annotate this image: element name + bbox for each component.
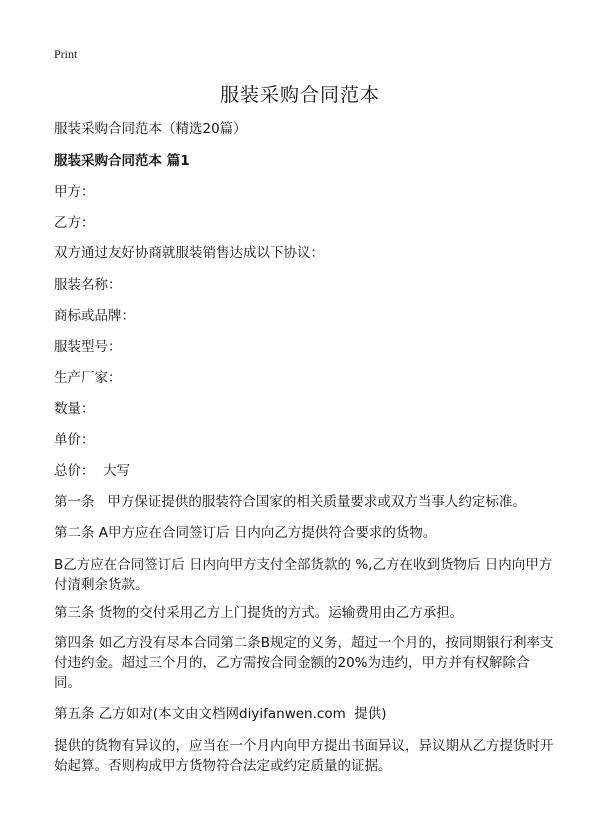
model-line: 服装型号： (54, 339, 122, 355)
article-5-heading: 第五条 乙方如对(本文由文档网diyifanwen.com 提供) (54, 706, 387, 722)
party-a-line: 甲方： (54, 184, 95, 200)
document-subtitle: 服装采购合同范本（精选20篇） (54, 121, 247, 137)
article-5-body: 提供的货物有异议的，应当在一个月内向甲方提出书面异议，异议期从乙方提货时开始起算。否则构成甲方货物符合法定或约定质量的证据。 (54, 738, 554, 774)
document-title: 服装采购合同范本 (219, 84, 380, 106)
brand-line: 商标或品牌： (54, 308, 135, 324)
agreement-intro: 双方通过友好协商就服装销售达成以下协议： (54, 245, 324, 261)
quantity-line: 数量： (54, 401, 95, 417)
section-heading: 服装采购合同范本 篇1 (54, 153, 190, 169)
article-1: 第一条 甲方保证提供的服装符合国家的相关质量要求或双方当事人约定标准。 (54, 494, 526, 510)
article-2a: 第二条 A甲方应在合同签订后 日内向乙方提供符合要求的货物。 (54, 525, 437, 541)
total-price-line: 总价： 大写 (54, 463, 131, 479)
article-2b: B乙方应在合同签订后 日内向甲方支付全部货款的 %,乙方在收到货物后 日内向甲方付清剩余货款。 (54, 557, 553, 593)
article-4: 第四条 如乙方没有尽本合同第二条B规定的义务，超过一个月的，按同期银行利率支付违约金。超过三个月的，乙方需按合同金额的20%为违约，甲方并有权解除合同。 (54, 635, 554, 691)
unit-price-line: 单价： (54, 432, 95, 448)
item-name-line: 服装名称： (54, 277, 122, 293)
party-b-line: 乙方： (54, 215, 95, 231)
print-link[interactable]: Print (54, 47, 78, 61)
article-3: 第三条 货物的交付采用乙方上门提货的方式。运输费用由乙方承担。 (54, 605, 464, 621)
manufacturer-line: 生产厂家： (54, 370, 122, 386)
